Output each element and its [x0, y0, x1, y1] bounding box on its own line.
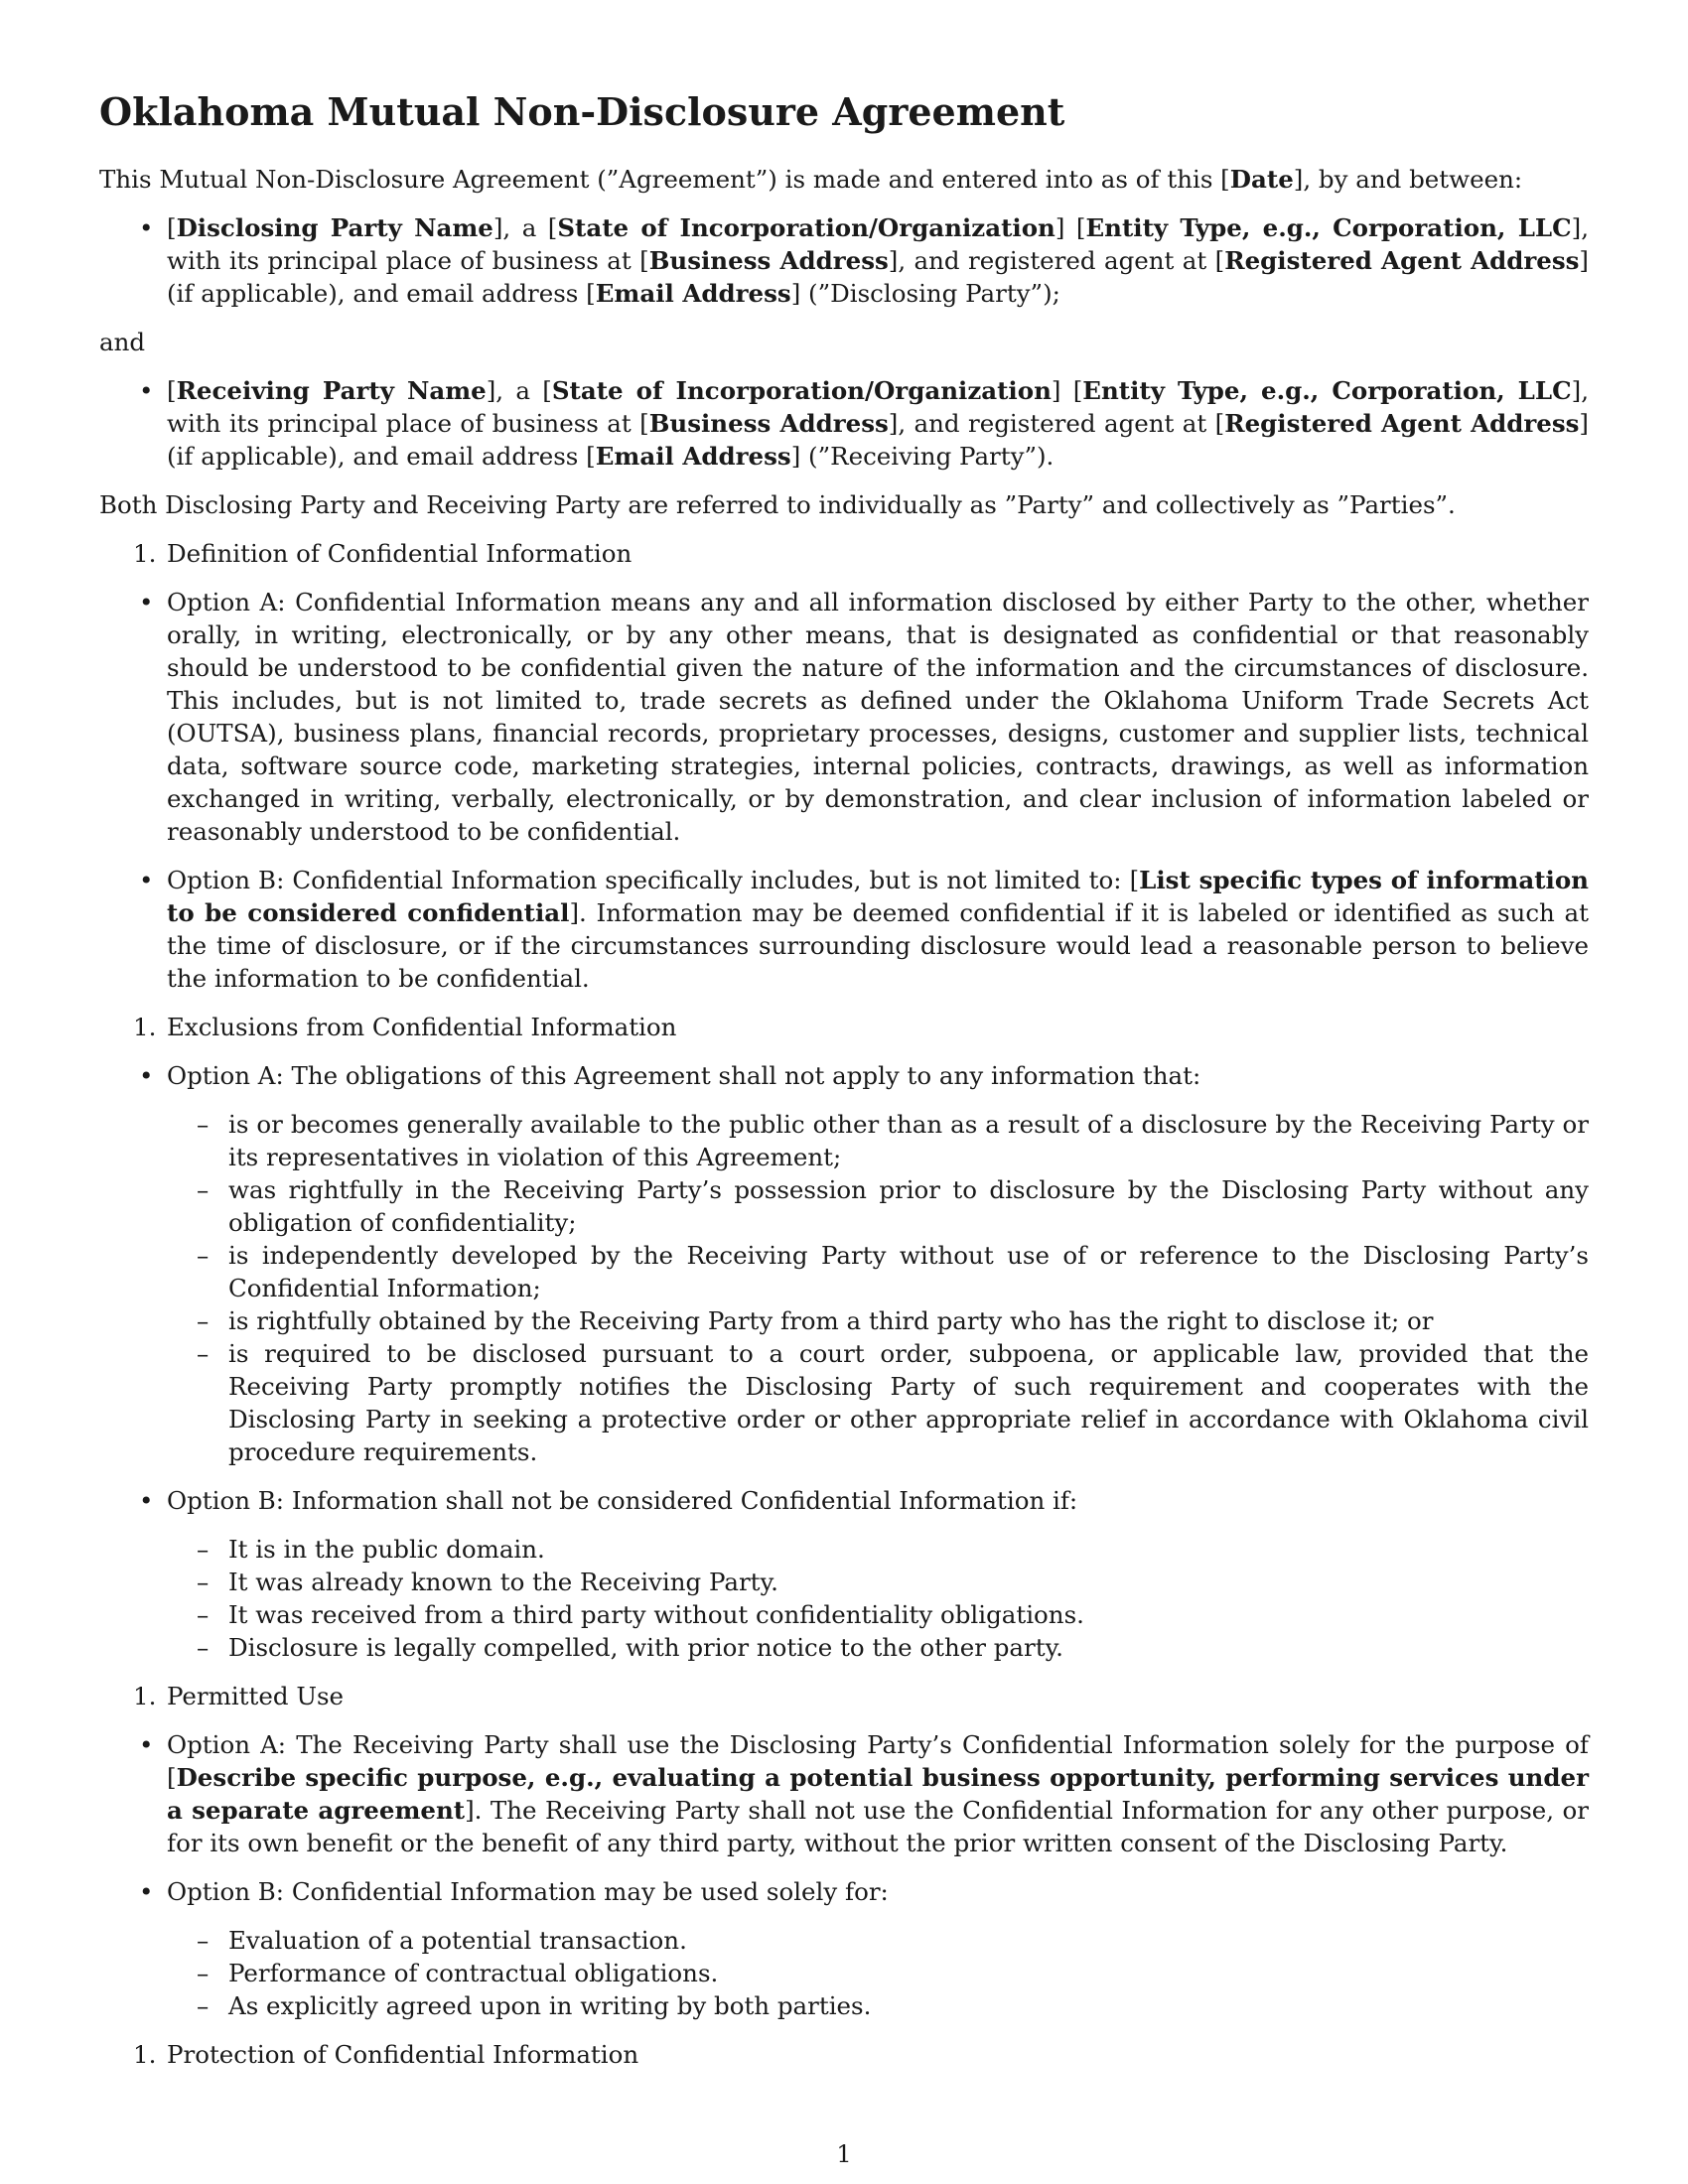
- list-item: – It was already known to the Receiving Party.: [167, 1566, 1589, 1598]
- date-placeholder: Date: [1229, 165, 1294, 194]
- email-placeholder: Email Address: [595, 279, 791, 308]
- section-title: Protection of Confidential Information: [167, 2040, 639, 2069]
- receiving-party-name-placeholder: Receiving Party Name: [176, 376, 487, 405]
- list-item: – was rightfully in the Receiving Party’s possession prior to disclosure by the Disclosing Party without any obligation of confidentiality;: [167, 1173, 1589, 1239]
- section-number: 1.: [133, 539, 157, 568]
- confidential-types-placeholder: List specific types of information to be considered confidential: [167, 866, 1589, 927]
- list-item: – As explicitly agreed upon in writing by both parties.: [167, 1989, 1589, 2022]
- option-b: • Option B: Confidential Information specifically includes, but is not limited to: [List specific types of information to be considered confidential]. Information may be deemed confidential if it is labeled or identified as such at the time of disclosure, or if the circumstances surrounding disclosure would lead a reasonable person to believe the information to be confidential.: [99, 864, 1589, 995]
- business-address-placeholder: Business Address: [648, 246, 889, 275]
- list-item: – Disclosure is legally compelled, with prior notice to the other party.: [167, 1631, 1589, 1664]
- list-item: – Evaluation of a potential transaction.: [167, 1924, 1589, 1957]
- list-item: – It is in the public domain.: [167, 1533, 1589, 1566]
- section-heading: [99, 1011, 1589, 1043]
- business-address-placeholder: Business Address: [648, 409, 889, 438]
- option-a: • Option A: Confidential Information means any and all information disclosed by either Party to the other, whether orally, in writing, electronically, or by any other means, that is designated as confidential or that reasonably should be understood to be confidential given the nature of the information and the circumstances of disclosure. This includes, but is not limited to, trade secrets as defined under the Oklahoma Uniform Trade Secrets Act (OUTSA), business plans, financial records, proprietary processes, designs, customer and supplier lists, technical data, software source code, marketing strategies, internal policies, contracts, drawings, as well as information exchanged in writing, verbally, electronically, or by demonstration, and clear inclusion of information labeled or reasonably understood to be confidential.: [99, 586, 1589, 848]
- section-number: 1.: [133, 2040, 157, 2069]
- exclusion-list: [167, 1108, 1589, 1468]
- document-title: Oklahoma Mutual Non-Disclosure Agreement: [99, 89, 1065, 134]
- section-heading: [99, 537, 1589, 570]
- document-page: [99, 87, 1589, 2087]
- section-options: [99, 586, 1589, 995]
- section-options: [99, 1059, 1589, 1664]
- state-placeholder: State of Incorporation/Organization: [551, 376, 1052, 405]
- option-a: • Option A: The obligations of this Agreement shall not apply to any information that: – is or becomes generally available to the public other than as a result of a disclosure by the Receiving Party or its representatives in violation of this Agreement; – was rightfully in the Receiving Party’s possession prior to disclosure by the Disclosing Party without any obligation of confidentiality; – is independently developed by the Receiving Party without use of or reference to the Disclosing Party’s Confidential Information; – is rightfully obtained by the Receiving Party from a third party who has the right to disclose it; or – is required to be disclosed pursuant to a court order, subpoena, or applicable law, provided that the Receiving Party promptly notifies the Disclosing Party of such requirement and cooperates with the Disclosing Party in seeking a protective order or other appropriate relief in accordance with Oklahoma civil procedure requirements.: [99, 1059, 1589, 1468]
- section-heading: [99, 1680, 1589, 1712]
- section-title: Definition of Confidential Information: [167, 539, 633, 568]
- list-item: – Performance of contractual obligations.: [167, 1957, 1589, 1989]
- entity-type-placeholder: Entity Type, e.g., Corporation, LLC: [1082, 376, 1572, 405]
- exclusion-list: [167, 1533, 1589, 1664]
- and-text: and: [99, 328, 146, 356]
- receiving-party-list: [99, 374, 1589, 473]
- section-number: 1.: [133, 1682, 157, 1710]
- page-number: 1: [836, 2140, 852, 2168]
- list-item: – is rightfully obtained by the Receiving Party from a third party who has the right to disclose it; or: [167, 1304, 1589, 1337]
- list-item: – is independently developed by the Receiving Party without use of or reference to the Disclosing Party’s Confidential Information;: [167, 1239, 1589, 1304]
- section-title: Exclusions from Confidential Information: [167, 1013, 677, 1041]
- option-a: • Option A: The Receiving Party shall use the Disclosing Party’s Confidential Information solely for the purpose of [Describe specific purpose, e.g., evaluating a potential business opportunity, performing services under a separate agreement]. The Receiving Party shall not use the Confidential Information for any other purpose, or for its own benefit or the benefit of any third party, without the prior written consent of the Disclosing Party.: [99, 1728, 1589, 1859]
- state-placeholder: State of Incorporation/Organization: [557, 213, 1055, 242]
- intro-text-end: ], by and between:: [1293, 165, 1523, 194]
- section-title: Permitted Use: [167, 1682, 345, 1710]
- disclosing-party-name-placeholder: Disclosing Party Name: [176, 213, 493, 242]
- option-b: • Option B: Confidential Information may be used solely for: – Evaluation of a potential transaction. – Performance of contractual obligations. – As explicitly agreed upon in writing by both parties.: [99, 1875, 1589, 2022]
- list-item: – is or becomes generally available to the public other than as a result of a disclosure by the Receiving Party or its representatives in violation of this Agreement;: [167, 1108, 1589, 1173]
- receiving-party-item: • [Receiving Party Name], a [State of Incorporation/Organization] [Entity Type, e.g., Corporation, LLC], with its principal place of business at [Business Address], and registered agent at [Registered Agent Address] (if applicable), and email address [Email Address] (”Receiving Party”).: [99, 374, 1589, 473]
- list-item: – is required to be disclosed pursuant to a court order, subpoena, or applicable law, provided that the Receiving Party promptly notifies the Disclosing Party of such requirement and cooperates with the Disclosing Party in seeking a protective order or other appropriate relief in accordance with Oklahoma civil procedure requirements.: [167, 1337, 1589, 1468]
- disclosing-party-item: • [Disclosing Party Name], a [State of Incorporation/Organization] [Entity Type, e.g., Corporation, LLC], with its principal place of business at [Business Address], and registered agent at [Registered Agent Address] (if applicable), and email address [Email Address] (”Disclosing Party”);: [99, 211, 1589, 310]
- email-placeholder: Email Address: [595, 442, 791, 471]
- registered-agent-placeholder: Registered Agent Address: [1224, 409, 1580, 438]
- section-number: 1.: [133, 1013, 157, 1041]
- intro-text: This Mutual Non-Disclosure Agreement (”Agreement”) is made and entered into as of this [: [99, 165, 1230, 194]
- purpose-placeholder: Describe specific purpose, e.g., evaluating a potential business opportunity, performing services under a separate agreement: [167, 1763, 1589, 1825]
- entity-type-placeholder: Entity Type, e.g., Corporation, LLC: [1085, 213, 1572, 242]
- section-heading: [99, 2038, 1589, 2071]
- permitted-use-list: [167, 1924, 1589, 2022]
- registered-agent-placeholder: Registered Agent Address: [1224, 246, 1580, 275]
- list-item: – It was received from a third party without confidentiality obligations.: [167, 1598, 1589, 1631]
- section-options: [99, 1728, 1589, 2022]
- parties-definition: Both Disclosing Party and Receiving Party are referred to individually as ”Party” and collectively as ”Parties”.: [99, 490, 1456, 519]
- intro-paragraph: [99, 163, 1589, 196]
- option-b: • Option B: Information shall not be considered Confidential Information if: – It is in the public domain. – It was already known to the Receiving Party. – It was received from a third party without confidentiality obligations. – Disclosure is legally compelled, with prior notice to the other party.: [99, 1484, 1589, 1664]
- disclosing-party-list: [99, 211, 1589, 310]
